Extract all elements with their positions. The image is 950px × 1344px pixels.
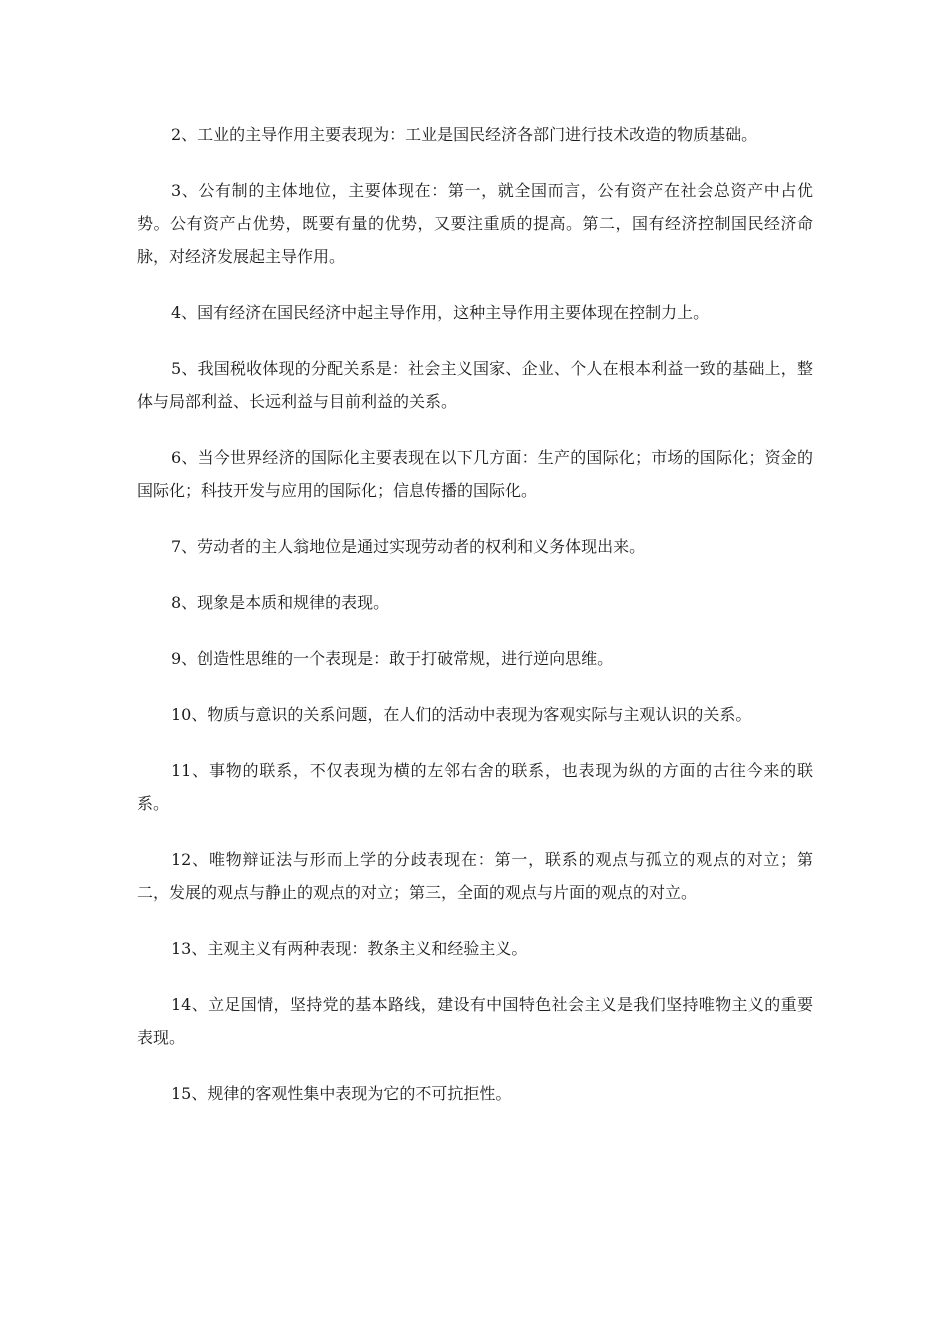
paragraph-item-13: 13、主观主义有两种表现：教条主义和经验主义。 <box>171 939 528 958</box>
document-body <box>137 118 813 1133</box>
paragraph-item-7: 7、劳动者的主人翁地位是通过实现劳动者的权利和义务体现出来。 <box>171 537 646 556</box>
paragraph-item-5: 5、我国税收体现的分配关系是：社会主义国家、企业、个人在根本利益一致的基础上，整体与局部利益、长远利益与目前利益的关系。 <box>137 359 813 411</box>
paragraph-item-11: 11、事物的联系，不仅表现为横的左邻右舍的联系，也表现为纵的方面的古往今来的联系。 <box>137 761 813 813</box>
paragraph-item-15: 15、规律的客观性集中表现为它的不可抗拒性。 <box>171 1084 512 1103</box>
paragraph-item-12: 12、唯物辩证法与形而上学的分歧表现在：第一，联系的观点与孤立的观点的对立；第二，发展的观点与静止的观点的对立；第三，全面的观点与片面的观点的对立。 <box>137 850 813 902</box>
paragraph-item-9: 9、创造性思维的一个表现是：敢于打破常规，进行逆向思维。 <box>171 649 614 668</box>
paragraph-item-2: 2、工业的主导作用主要表现为：工业是国民经济各部门进行技术改造的物质基础。 <box>171 125 758 144</box>
paragraph-item-6: 6、当今世界经济的国际化主要表现在以下几方面：生产的国际化；市场的国际化；资金的国际化；科技开发与应用的国际化；信息传播的国际化。 <box>137 448 813 500</box>
paragraph-item-14: 14、立足国情，坚持党的基本路线，建设有中国特色社会主义是我们坚持唯物主义的重要表现。 <box>137 995 813 1047</box>
paragraph-item-8: 8、现象是本质和规律的表现。 <box>171 593 390 612</box>
paragraph-item-3: 3、公有制的主体地位，主要体现在：第一，就全国而言，公有资产在社会总资产中占优势。公有资产占优势，既要有量的优势，又要注重质的提高。第二，国有经济控制国民经济命脉，对经济发展起主导作用。 <box>137 181 813 266</box>
paragraph-item-10: 10、物质与意识的关系问题，在人们的活动中表现为客观实际与主观认识的关系。 <box>171 705 752 724</box>
paragraph-item-4: 4、国有经济在国民经济中起主导作用，这种主导作用主要体现在控制力上。 <box>171 303 710 322</box>
